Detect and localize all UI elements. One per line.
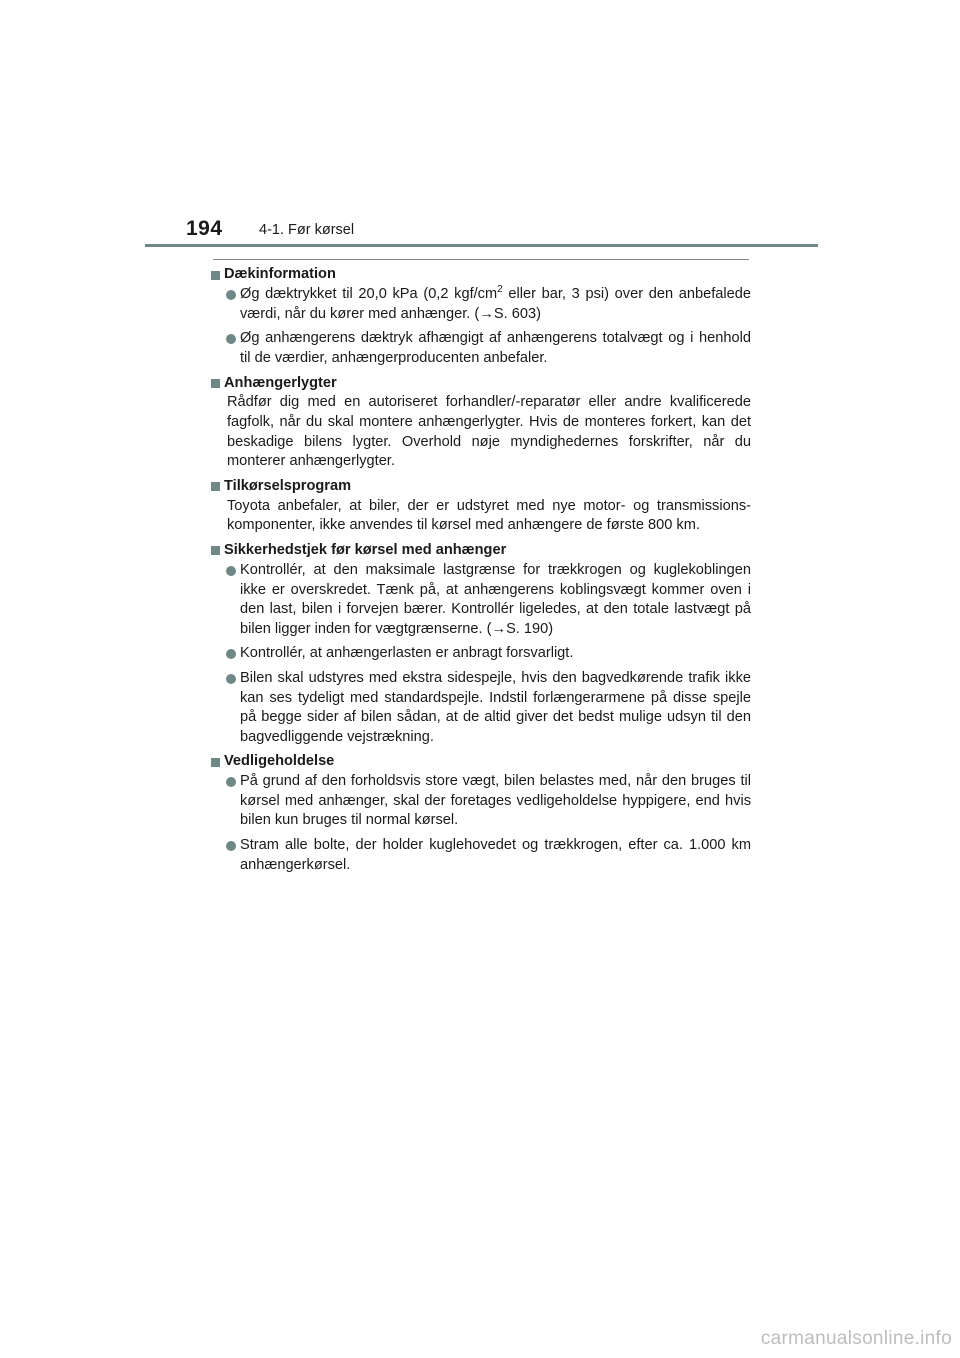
superscript: 2 xyxy=(497,284,503,296)
section-heading xyxy=(211,541,751,561)
list-item-text-part: eller bar, 3 psi) over den anbefalede værdi, når du kører med anhænger. (→S. 603) xyxy=(240,286,751,322)
section-title: 4-1. Før kørsel xyxy=(259,222,355,238)
square-bullet-icon xyxy=(211,482,220,491)
section-break-in xyxy=(211,477,751,536)
square-bullet-icon xyxy=(211,379,220,388)
section-heading xyxy=(211,373,751,393)
section-heading xyxy=(211,752,751,772)
content-top-rule xyxy=(213,259,749,260)
section-safety-check xyxy=(211,541,751,747)
list-item xyxy=(211,285,751,324)
section-heading xyxy=(211,477,751,497)
list-item xyxy=(211,329,751,368)
list-item-text: Øg anhængerens dæktryk afhængigt af anhængerens totalvægt og i henhold til de værdier, anhængerproducenten anbefaler. xyxy=(240,330,751,366)
list-item xyxy=(211,561,751,639)
square-bullet-icon xyxy=(211,758,220,767)
circle-bullet-icon xyxy=(226,674,236,684)
circle-bullet-icon xyxy=(226,290,236,300)
circle-bullet-icon xyxy=(226,566,236,576)
section-heading xyxy=(211,265,751,285)
section-maintenance xyxy=(211,752,751,875)
square-bullet-icon xyxy=(211,546,220,555)
list-item-text xyxy=(240,285,751,324)
list-item xyxy=(211,772,751,831)
list-item-text-part: Øg dæktrykket til 20,0 kPa (0,2 kgf/cm xyxy=(240,286,498,302)
circle-bullet-icon xyxy=(226,334,236,344)
section-paragraph: Toyota anbefaler, at biler, der er udstyret med nye motor- og transmissions-komponenter, ikke anvendes til kørsel med anhængere de første 800 km. xyxy=(227,497,751,534)
section-trailer-lights xyxy=(211,373,751,471)
circle-bullet-icon xyxy=(226,649,236,659)
section-heading-text: Tilkørselsprogram xyxy=(224,477,352,494)
square-bullet-icon xyxy=(211,271,220,280)
list-item-text: Kontrollér, at den maksimale lastgrænse for trækkrogen og kuglekoblingen ikke er overskredet. Tænk på, at anhængerens koblingsvægt kommer oven i den last, bilen i forvejen bærer. Kontrollér ligeledes, at den totale lastvægt på bilen ligger inden for vægtgrænserne. (→S. 190) xyxy=(240,561,751,637)
section-tire-info xyxy=(211,265,751,368)
list-item-text: Bilen skal udstyres med ekstra sidespejle, hvis den bagvedkørende trafik ikke kan ses tydeligt med standardspejle. Indstil forlængerarmene på disse spejle på begge sider af bilen sådan, at de altid giver det bedst mulige udsyn til den bagvedliggende vejstrækning. xyxy=(240,669,751,745)
section-heading-text: Anhængerlygter xyxy=(224,374,337,391)
content xyxy=(211,265,751,880)
section-paragraph: Rådfør dig med en autoriseret forhandler/-reparatør eller andre kvalificerede fagfolk, når du skal montere anhængerlygter. Hvis de monteres forkert, kan det beskadige bilens lygter. Overhold nøje myndighedernes forskrifter, når du monterer anhængerlygter. xyxy=(227,394,751,470)
list-item xyxy=(211,644,751,664)
section-heading-text: Dækinformation xyxy=(224,266,336,283)
page-number: 194 xyxy=(186,217,223,240)
list-item xyxy=(211,669,751,747)
circle-bullet-icon xyxy=(226,841,236,851)
list-item-text: På grund af den forholdsvis store vægt, bilen belastes med, når den bruges til kørsel med anhænger, skal der foretages vedligeholdelse hyppigere, end hvis bilen kun bruges til normal kørsel. xyxy=(240,773,751,829)
list-item xyxy=(211,836,751,875)
section-heading-text: Vedligeholdelse xyxy=(224,753,335,770)
list-item-text: Kontrollér, at anhængerlasten er anbragt forsvarligt. xyxy=(240,645,574,662)
circle-bullet-icon xyxy=(226,777,236,787)
list-item-text: Stram alle bolte, der holder kuglehovedet og trækkrogen, efter ca. 1.000 km anhængerkørsel. xyxy=(240,837,751,873)
section-heading-text: Sikkerhedstjek før kørsel med anhænger xyxy=(224,542,507,559)
watermark: carmanualsonline.info xyxy=(760,1328,952,1349)
page-header xyxy=(0,212,960,248)
header-rule xyxy=(145,244,818,247)
